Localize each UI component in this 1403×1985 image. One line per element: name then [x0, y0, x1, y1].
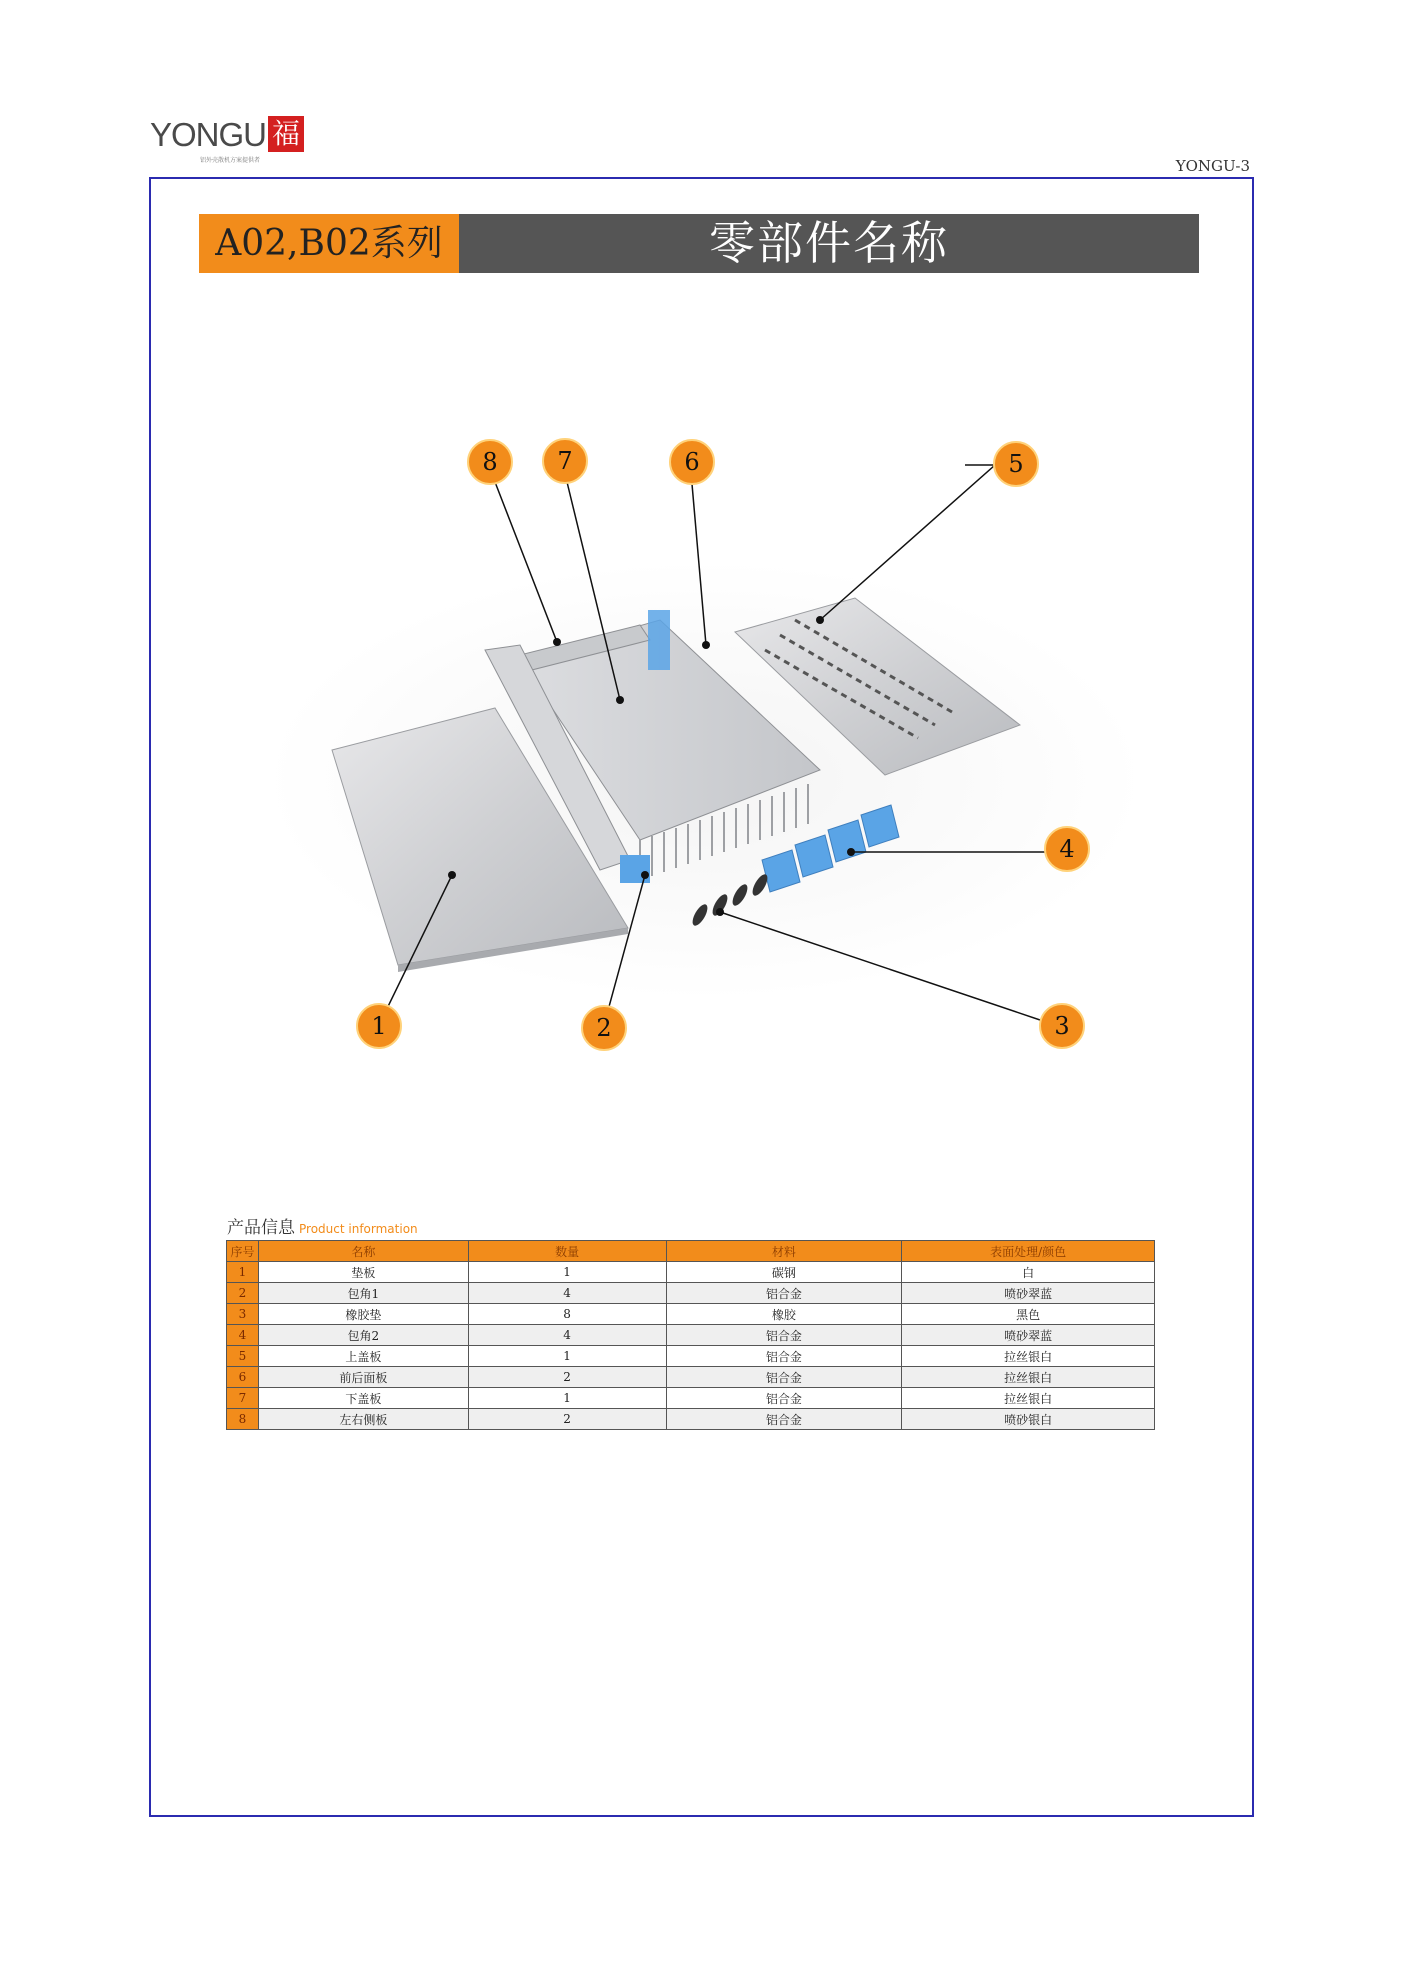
title-bar	[199, 214, 1199, 273]
brand-name: YONGU	[150, 116, 267, 153]
cell-index: 1	[227, 1262, 259, 1283]
cell-quantity: 1	[468, 1388, 666, 1409]
cell-name: 上盖板	[258, 1346, 468, 1367]
callout-label: 2	[596, 1014, 612, 1042]
series-title: A02,B02系列	[199, 214, 459, 273]
cell-index: 8	[227, 1409, 259, 1430]
cell-quantity: 2	[468, 1367, 666, 1388]
cell-index: 3	[227, 1304, 259, 1325]
callout-label: 1	[371, 1012, 387, 1040]
column-header-name: 名称	[258, 1241, 468, 1262]
callout-3	[1040, 1004, 1084, 1048]
cell-material: 铝合金	[666, 1409, 902, 1430]
cell-quantity: 4	[468, 1283, 666, 1304]
cell-name: 橡胶垫	[258, 1304, 468, 1325]
callout-8	[468, 440, 512, 484]
table-row	[227, 1346, 1155, 1367]
page-title: 零部件名称	[459, 214, 1199, 273]
callout-label: 5	[1008, 450, 1024, 478]
cell-finish: 拉丝银白	[902, 1346, 1155, 1367]
cell-finish: 喷砂翠蓝	[902, 1325, 1155, 1346]
parts-table	[226, 1240, 1155, 1430]
cell-quantity: 8	[468, 1304, 666, 1325]
cell-finish: 黑色	[902, 1304, 1155, 1325]
column-header-finish: 表面处理/颜色	[902, 1241, 1155, 1262]
column-header-quantity: 数量	[468, 1241, 666, 1262]
document-code: YONGU-3	[1175, 157, 1250, 175]
product-info-heading-cn: 产品信息	[227, 1218, 295, 1238]
table-row	[227, 1367, 1155, 1388]
column-header-material: 材料	[666, 1241, 902, 1262]
callout-label: 6	[684, 448, 700, 476]
cell-name: 左右侧板	[258, 1409, 468, 1430]
table-row	[227, 1262, 1155, 1283]
cell-material: 铝合金	[666, 1346, 902, 1367]
cell-quantity: 4	[468, 1325, 666, 1346]
table-row	[227, 1325, 1155, 1346]
callout-label: 8	[482, 448, 498, 476]
cell-name: 垫板	[258, 1262, 468, 1283]
cell-material: 铝合金	[666, 1283, 902, 1304]
cell-name: 前后面板	[258, 1367, 468, 1388]
cell-index: 5	[227, 1346, 259, 1367]
cell-material: 铝合金	[666, 1388, 902, 1409]
cell-material: 铝合金	[666, 1325, 902, 1346]
callout-7	[543, 439, 587, 483]
cell-name: 下盖板	[258, 1388, 468, 1409]
cell-name: 包角2	[258, 1325, 468, 1346]
cell-finish: 拉丝银白	[902, 1388, 1155, 1409]
product-info-heading-en: Product information	[299, 1222, 418, 1236]
brand-tagline: 铝外壳散机方案提供者	[200, 157, 261, 164]
table-row	[227, 1409, 1155, 1430]
cell-finish: 白	[902, 1262, 1155, 1283]
callout-2	[582, 1006, 626, 1050]
callout-label: 7	[557, 447, 573, 475]
cell-index: 6	[227, 1367, 259, 1388]
callout-6	[670, 440, 714, 484]
cell-material: 碳钢	[666, 1262, 902, 1283]
cell-material: 铝合金	[666, 1367, 902, 1388]
product-info-heading	[227, 1213, 418, 1238]
callout-label: 3	[1054, 1012, 1070, 1040]
callout-label: 4	[1059, 835, 1075, 863]
callout-4	[1045, 827, 1089, 871]
column-header-index: 序号	[227, 1241, 259, 1262]
part-corner-rear	[648, 610, 670, 670]
cell-finish: 喷砂翠蓝	[902, 1283, 1155, 1304]
cell-finish: 喷砂银白	[902, 1409, 1155, 1430]
cell-quantity: 2	[468, 1409, 666, 1430]
cell-index: 7	[227, 1388, 259, 1409]
cell-quantity: 1	[468, 1262, 666, 1283]
table-row	[227, 1304, 1155, 1325]
cell-finish: 拉丝银白	[902, 1367, 1155, 1388]
brand-seal-icon: 福	[268, 116, 304, 152]
callout-5	[994, 442, 1038, 486]
cell-name: 包角1	[258, 1283, 468, 1304]
callout-1	[357, 1004, 401, 1048]
cell-material: 橡胶	[666, 1304, 902, 1325]
table-row	[227, 1283, 1155, 1304]
cell-index: 4	[227, 1325, 259, 1346]
cell-quantity: 1	[468, 1346, 666, 1367]
cell-index: 2	[227, 1283, 259, 1304]
table-header-row	[227, 1241, 1155, 1262]
table-row	[227, 1388, 1155, 1409]
